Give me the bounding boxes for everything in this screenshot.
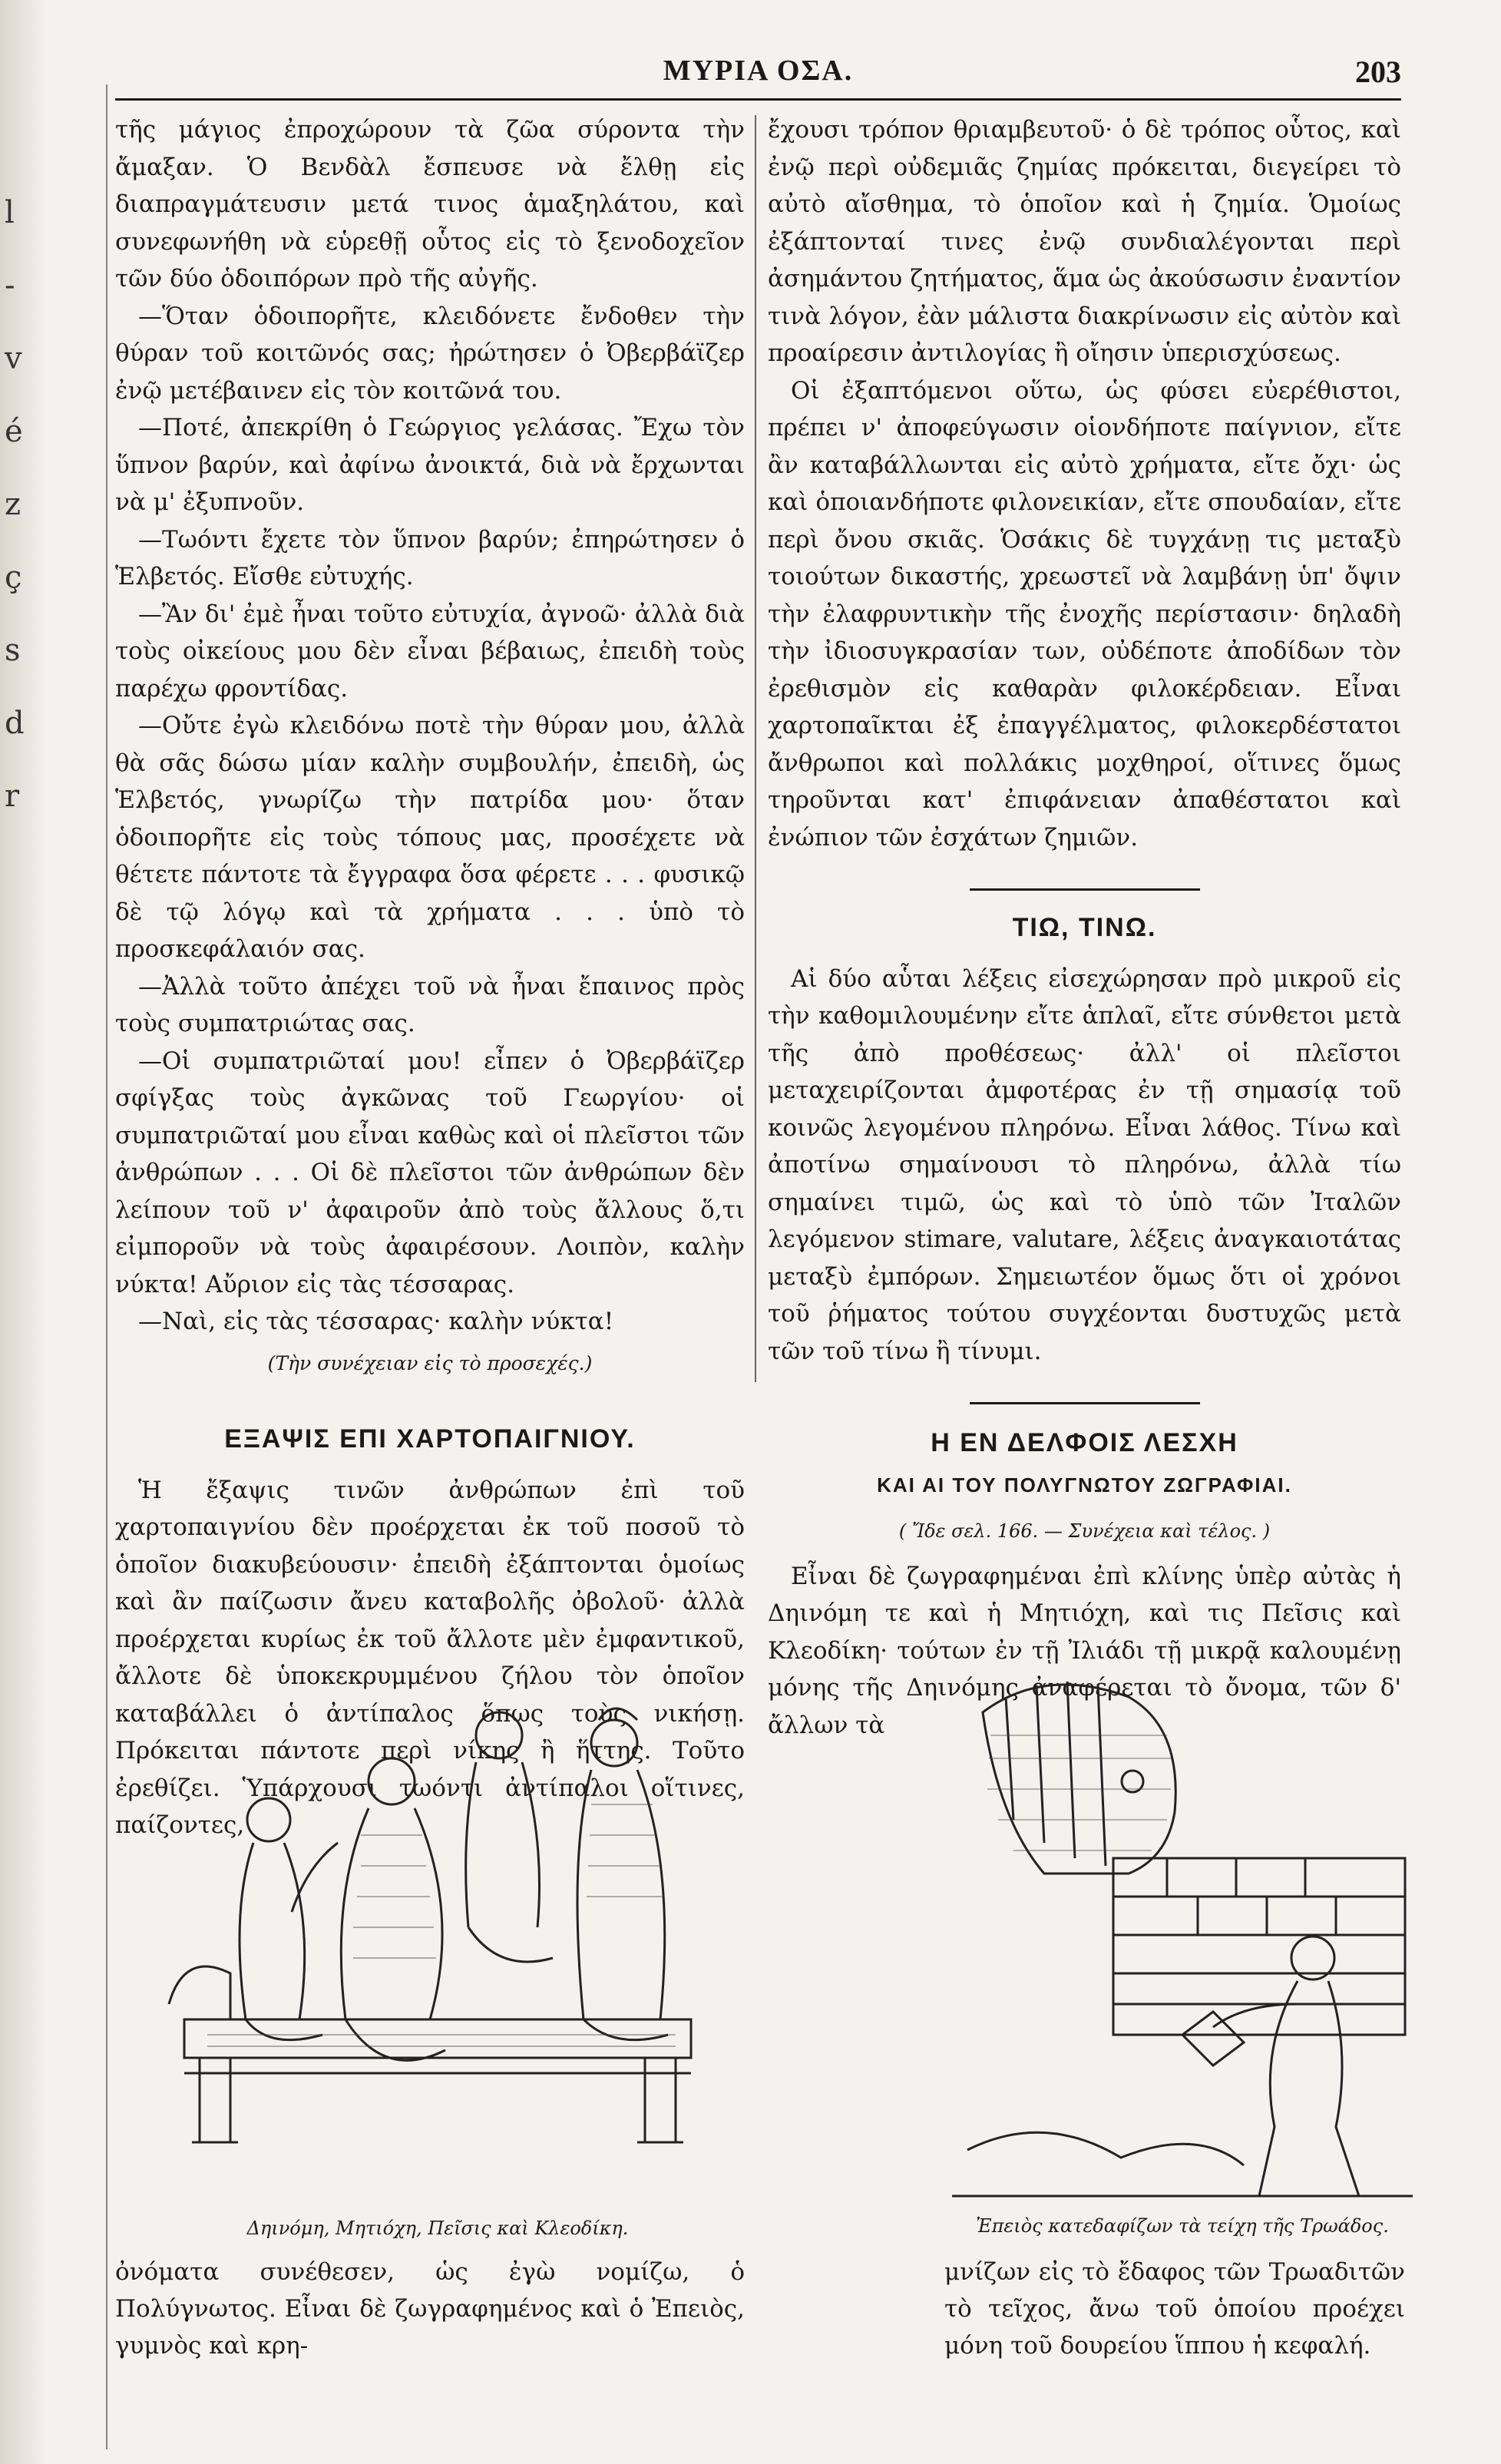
paragraph: Οἱ ἐξαπτόμενοι οὕτω, ὡς φύσει εὐερέθιστοι, πρέπει ν' ἀποφεύγωσιν οἱονδήποτε παίγνιον, εἴτε ἂν καταβάλλωνται εἰς αὐτὸ χρήματα, εἴτε ὄχι· ὡς καὶ ὁποιανδήποτε φιλονεικίαν, εἴτε σπουδαίαν, εἴτε περὶ ὄνου σκιᾶς. Ὁσάκις δὲ τυγχάνῃ τις μεταξὺ τοιούτων δικαστής, χρεωστεῖ νὰ λαμβάνῃ ὑπ' ὄψιν τὴν ἐλαφρυντικὴν τῆς ἐνοχῆς περίστασιν· δηλαδὴ τὴν ἰδιοσυγκρασίαν των, οὐδέποτε ἀποδίδων τὸν ἐρεθισμὸν εἰς καθαρὰν φιλοκέρδειαν. Εἶναι χαρτοπαῖκται ἐξ ἐπαγγέλματος, φιλοκερδέστατοι ἄνθρωποι καὶ πολλάκις μοχθηροί, οἵτινες ὅμως τηροῦνται κατ' ἐπιφάνειαν ἀπαθέστατοι καὶ ἐνώπιον τῶν ἐσχάτων ζημιῶν. bbox=[768, 376, 1401, 852]
margin-mark: z bbox=[5, 487, 21, 522]
page-header bbox=[115, 46, 1401, 92]
section-divider bbox=[970, 1402, 1200, 1404]
left-column bbox=[115, 111, 745, 1844]
margin-mark: - bbox=[5, 268, 15, 303]
right-column bbox=[768, 111, 1401, 1744]
paragraph: —Τωόντι ἔχετε τὸν ὕπνον βαρύν; ἐπηρώτησεν ὁ Ἑλβετός. Εἴσθε εὐτυχής. bbox=[115, 525, 745, 590]
paragraph: ἔχουσι τρόπον θριαμβευτοῦ· ὁ δὲ τρόπος οὗτος, καὶ ἐνῷ περὶ οὐδεμιᾶς ζημίας πρόκειται, διεγείρει τὸ αὐτὸ αἴσθημα, τὸ ὁποῖον καὶ ἡ ζημία. Ὁμοίως ἐξάπτονταί τινες ἐνῷ συνδιαλέγονται περὶ ἀσημάντου ζητήματος, ἅμα ὡς ἀκούσωσιν ἐναντίον τινὰ λόγον, ἐὰν μάλιστα διακρίνωσιν εἰς αὐτὸν καὶ προαίρεσιν ἀντιλογίας ἢ οἴησιν ὑπερισχύσεως. bbox=[768, 116, 1401, 367]
margin-mark: v bbox=[5, 341, 22, 376]
paragraph: Ἡ ἔξαψις τινῶν ἀνθρώπων ἐπὶ τοῦ χαρτοπαιγνίου δὲν προέρχεται ἐκ τοῦ ποσοῦ τὸ ὁποῖον διακυβεύουσιν· ἐπειδὴ ἐξάπτονται ὁμοίως καὶ ἂν παίζωσιν ἄνευ καταβολῆς ὀβολοῦ· ἀλλὰ προέρχεται κυρίως ἐκ τοῦ ἄλλοτε μὲν ἐμφαντικοῦ, ἄλλοτε δὲ ὑποκεκρυμμένου ζήλου τὸν ὁποῖον καταβάλλει ὁ ἀντίπαλος ὅπως τοὺς νικήσῃ. Πρόκειται πάντοτε περὶ νίκης ἢ ἥττης. Τοῦτο ἐρεθίζει. Ὑπάρχουσι τωόντι ἀντίπαλοι οἵτινες, παίζοντες, bbox=[115, 1476, 745, 1839]
engraving-epeios-horse-image bbox=[952, 1666, 1413, 2211]
header-rule bbox=[115, 98, 1401, 101]
section-note: ( Ἴδε σελ. 166. — Συνέχεια καὶ τέλος. ) bbox=[898, 1520, 1271, 1542]
paragraph: Αἱ δύο αὗται λέξεις εἰσεχώρησαν πρὸ μικροῦ εἰς τὴν καθομιλουμένην εἴτε ἁπλαῖ, εἴτε σύνθετοι μετὰ τῆς ἀπὸ προθέσεως· ἀλλ' οἱ πλεῖστοι μεταχειρίζονται ἀμφοτέρας ἐν τῇ σημασίᾳ τοῦ κοινῶς λεγομένου πληρόνω. Εἶναι λάθος. Τίνω καὶ ἀποτίνω σημαίνουσι τὸ πληρόνω, ἀλλὰ τίω σημαίνει τιμῶ, ὡς καὶ τὸ ὑπὸ τῶν Ἰταλῶν λεγόμενον stimare, valutare, λέξεις ἀναγκαιοτάτας μεταξὺ ἐμπόρων. Σημειωτέον ὅμως ὅτι οἱ χρόνοι τοῦ ῥήματος τούτου συγχέονται δυστυχῶς μετὰ τῶν τοῦ τίνω ἢ τίνυμι. bbox=[768, 964, 1401, 1365]
section-title-delphi-lesche: Η ΕΝ ΔΕΛΦΟΙΣ ΛΕΣΧΗ bbox=[931, 1428, 1238, 1457]
left-figure-caption: Δηινόμη, Μητιόχη, Πεῖσις καὶ Κλεοδίκη. bbox=[246, 2218, 629, 2239]
engraving-four-women-image bbox=[138, 1589, 737, 2204]
running-title: ΜΥΡΙΑ ΟΣΑ. bbox=[663, 55, 854, 87]
paragraph: —Οὔτε ἐγὼ κλειδόνω ποτὲ τὴν θύραν μου, ἀλλὰ θὰ σᾶς δώσω μίαν καλὴν συμβουλήν, ἐπειδὴ, ὡς Ἑλβετός, γνωρίζω τὴν πατρίδα μου· ὅταν ὁδοιπορῆτε εἰς τοὺς τόπους μας, προσέχετε νὰ θέτετε πάντοτε τὰ ἔγγραφα ὅσα φέρετε . . . φυσικῷ δὲ τῷ λόγῳ καὶ τὰ χρήματα . . . ὑπὸ τὸ προσκεφάλαιόν σας. bbox=[115, 712, 745, 963]
paragraph: —Ἂν δι' ἐμὲ ἦναι τοῦτο εὐτυχία, ἀγνοῶ· ἀλλὰ διὰ τοὺς οἰκείους μου δὲν εἶναι βέβαιως, ἐπειδὴ τοὺς παρέχω φροντίδας. bbox=[115, 600, 745, 703]
engraving-four-women bbox=[138, 1589, 737, 2204]
paragraph: —Οἱ συμπατριῶταί μου! εἶπεν ὁ Ὀβερβάϊζερ σφίγξας τοὺς ἀγκῶνας τοῦ Γεωργίου· οἱ συμπατριῶταί μου εἶναι καθὼς καὶ οἱ πλεῖστοι τῶν ἀνθρώπων . . . Οἱ δὲ πλεῖστοι τῶν ἀνθρώπων δὲν λείπουν τοῦ ν' ἀφαιροῦν ἀπὸ τοὺς ἄλλους ὅ,τι εἰμποροῦν νὰ τοὺς ἀφαιρέσουν. Λοιπὸν, καλὴν νύκτα! Αὔριον εἰς τὰς τέσσαρας. bbox=[115, 1047, 745, 1298]
margin-mark: l bbox=[5, 195, 15, 230]
section-title-tio-tino: ΤΙΩ, ΤΙΝΩ. bbox=[1012, 913, 1157, 942]
adjacent-page-fragments bbox=[5, 177, 35, 833]
margin-mark: ç bbox=[5, 560, 22, 595]
margin-mark: d bbox=[5, 706, 25, 741]
engraving-epeios-horse bbox=[952, 1666, 1413, 2211]
column-divider bbox=[755, 115, 756, 1382]
margin-mark: r bbox=[5, 779, 20, 814]
footer-right-text: μνίζων εἰς τὸ ἔδαφος τῶν Τρωαδιτῶν τὸ τεῖχος, ἄνω τοῦ ὁποίου προέχει μόνη τοῦ δουρείου ἵππου ἡ κεφαλή. bbox=[944, 2258, 1405, 2360]
paragraph: —Ὅταν ὁδοιπορῆτε, κλειδόνετε ἔνδοθεν τὴν θύραν τοῦ κοιτῶνός σας; ἠρώτησεν ὁ Ὀβερβάϊζερ ἐνῷ μετέβαινεν εἰς τὸν κοιτῶνά του. bbox=[115, 302, 745, 405]
paragraph: —Ποτέ, ἀπεκρίθη ὁ Γεώργιος γελάσας. Ἔχω τὸν ὕπνον βαρύν, καὶ ἀφίνω ἀνοικτά, διὰ νὰ ἔρχωνται νὰ μ' ἐξυπνοῦν. bbox=[115, 414, 745, 516]
paragraph: —Ναὶ, εἰς τὰς τέσσαρας· καλὴν νύκτα! bbox=[138, 1308, 614, 1335]
left-margin-rule bbox=[106, 84, 107, 2449]
page-number: 203 bbox=[1355, 55, 1401, 89]
section-subtitle: ΚΑΙ ΑΙ ΤΟΥ ΠΟΛΥΓΝΩΤΟΥ ΖΩΓΡΑΦΙΑΙ. bbox=[877, 1473, 1292, 1497]
footer-left-text: ὀνόματα συνέθεσεν, ὡς ἐγὼ νομίζω, ὁ Πολύγνωτος. Εἶναι δὲ ζωγραφημένος καὶ ὁ Ἐπειὸς, γυμνὸς καὶ κρη- bbox=[115, 2258, 745, 2360]
margin-mark: s bbox=[5, 633, 21, 668]
paragraph: Εἶναι δὲ ζωγραφημέναι ἐπὶ κλίνης ὑπὲρ αὐτὰς ἡ Δηινόμη τε καὶ ἡ Μητιόχη, καὶ τις Πεῖσις καὶ Κλεοδίκη· τούτων ἐν τῇ Ἰλιάδι τῇ μικρᾷ καλουμένῃ μόνης τῆς Δηινόμης ἀναφέρεται τὸ ὄνομα, τῶν δ' ἄλλων τὰ bbox=[768, 1562, 1401, 1739]
continuation-note: (Τὴν συνέχειαν εἰς τὸ προσεχές.) bbox=[267, 1351, 593, 1374]
right-figure-caption: Ἐπειὸς κατεδαφίζων τὰ τείχη τῆς Τρωάδος. bbox=[976, 2215, 1389, 2237]
margin-mark: é bbox=[5, 414, 23, 449]
section-title-card-game: ΕΞΑΨΙΣ ΕΠΙ ΧΑΡΤΟΠΑΙΓΝΙΟΥ. bbox=[224, 1424, 636, 1454]
paragraph: —Ἀλλὰ τοῦτο ἀπέχει τοῦ νὰ ἦναι ἔπαινος πρὸς τοὺς συμπατριώτας σας. bbox=[115, 972, 745, 1037]
section-divider bbox=[970, 888, 1200, 891]
paragraph: τῆς μάγιος ἐπροχώρουν τὰ ζῶα σύροντα τὴν ἄμαξαν. Ὁ Βενδὰλ ἔσπευσε νὰ ἔλθῃ εἰς διαπραγμάτευσιν μετά τινος ἁμαξηλάτου, καὶ συνεφωνήθη νὰ εὑρεθῇ οὗτος εἰς τὸ ξενοδοχεῖον τῶν δύο ὁδοιπόρων πρὸ τῆς αὐγῆς. bbox=[115, 116, 745, 293]
